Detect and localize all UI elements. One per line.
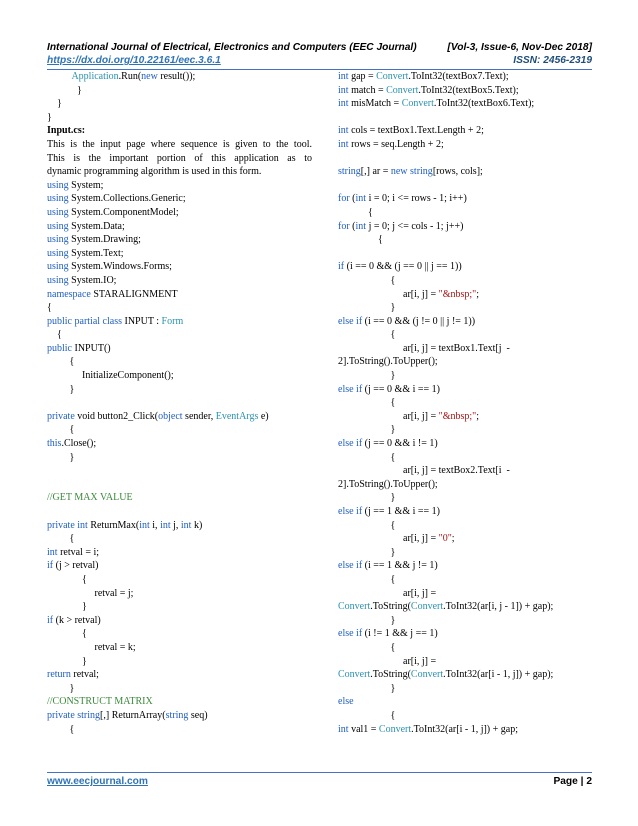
code-line: ar[i, j] = "&nbsp;"; xyxy=(338,410,480,422)
code-line: this.Close(); xyxy=(47,438,97,450)
code-line: { xyxy=(338,274,396,286)
code-line: 2].ToString().ToUpper(); xyxy=(338,356,438,368)
code-line: else if (j == 1 && i == 1) xyxy=(338,506,440,517)
code-line: using System.Collections.Generic; xyxy=(47,193,186,205)
code-line: //CONSTRUCT MATRIX xyxy=(47,696,153,708)
code-line: ar[i, j] = xyxy=(338,587,437,599)
code-line xyxy=(338,111,603,125)
code-line xyxy=(338,152,603,166)
code-line: ar[i, j] = "0"; xyxy=(338,533,455,545)
code-line: } xyxy=(338,492,396,504)
code-line: ar[i, j] = xyxy=(338,655,437,667)
code-line: private void button2_Click(object sender, EventArgs e) xyxy=(47,410,269,422)
code-line: retval = k; xyxy=(47,641,136,653)
code-line: { xyxy=(338,641,396,653)
code-line: } xyxy=(338,546,396,558)
code-line: { xyxy=(47,533,75,545)
code-line: } xyxy=(47,601,87,613)
page-footer xyxy=(47,776,592,787)
code-line: InitializeComponent(); xyxy=(47,370,174,382)
issn-label: ISSN: 2456-2319 xyxy=(513,55,592,66)
code-line: namespace STARALIGNMENT xyxy=(47,288,178,300)
code-line: { xyxy=(338,519,396,531)
code-line xyxy=(47,478,312,492)
code-line: { xyxy=(47,329,62,341)
code-line: else if (i != 1 && j == 1) xyxy=(338,628,438,640)
code-line: using System.Data; xyxy=(47,220,125,232)
code-line: } xyxy=(47,111,52,123)
doi-link[interactable]: https://dx.doi.org/10.22161/eec.3.6.1 xyxy=(47,55,221,66)
code-line: { xyxy=(47,723,75,735)
code-line: Input.cs: xyxy=(47,125,86,137)
code-line: else if (j == 0 && i != 1) xyxy=(338,438,438,450)
code-line: } xyxy=(338,424,396,436)
code-line: } xyxy=(338,370,396,382)
code-line: { xyxy=(338,451,396,463)
code-line: using System.IO; xyxy=(47,274,117,286)
code-line: using System.Text; xyxy=(47,247,124,259)
code-line: retval = j; xyxy=(47,587,134,599)
code-line: } xyxy=(47,655,87,667)
code-line: int misMatch = Convert.ToInt32(textBox6.Text); xyxy=(338,98,535,110)
page-number: Page | 2 xyxy=(553,776,592,787)
code-line: public partial class INPUT : Form xyxy=(47,315,184,327)
code-line: for (int i = 0; i <= rows - 1; i++) xyxy=(338,193,467,205)
left-code-column xyxy=(47,70,312,736)
journal-title: International Journal of Electrical, Electronics and Computers (EEC Journal) xyxy=(47,42,417,53)
code-line xyxy=(47,505,312,519)
code-line: Convert.ToString(Convert.ToInt32(ar[i, j - 1]) + gap); xyxy=(338,601,554,613)
code-line: private int ReturnMax(int i, int j, int k) xyxy=(47,519,203,531)
code-line: ar[i, j] = "&nbsp;"; xyxy=(338,288,480,300)
code-line: { xyxy=(47,302,52,314)
code-line: { xyxy=(338,573,396,585)
code-line: int cols = textBox1.Text.Length + 2; xyxy=(338,125,484,137)
code-line: //GET MAX VALUE xyxy=(47,492,133,504)
code-line: return retval; xyxy=(47,669,99,681)
code-line: { xyxy=(47,424,75,436)
journal-header xyxy=(47,42,592,53)
journal-url-link[interactable]: www.eecjournal.com xyxy=(47,776,148,787)
code-line xyxy=(338,179,603,193)
code-line: This is the important portion of this application as to xyxy=(47,152,312,164)
volume-info: [Vol-3, Issue-6, Nov-Dec 2018] xyxy=(447,42,592,53)
code-line: for (int j = 0; j <= cols - 1; j++) xyxy=(338,220,464,232)
code-line: Application.Run(new result()); xyxy=(71,71,196,82)
code-line: else if (i == 0 && (j != 0 || j != 1)) xyxy=(338,315,476,327)
code-line: string[,] ar = new string[rows, cols]; xyxy=(338,166,483,178)
code-line: int gap = Convert.ToInt32(textBox7.Text); xyxy=(338,71,509,82)
code-line: { xyxy=(338,709,396,721)
code-line: } xyxy=(47,84,82,96)
code-line: ar[i, j] = textBox2.Text[i - xyxy=(338,465,510,477)
code-line: else xyxy=(338,696,354,708)
code-line: int rows = seq.Length + 2; xyxy=(338,138,444,150)
code-line: Convert.ToString(Convert.ToInt32(ar[i - 1, j]) + gap); xyxy=(338,669,554,681)
code-line: } xyxy=(338,302,396,314)
code-line: public INPUT() xyxy=(47,342,111,354)
code-line: } xyxy=(338,682,396,694)
code-line: } xyxy=(47,682,75,694)
code-line: dynamic programming algorithm is used in this form. xyxy=(47,166,262,178)
code-line: } xyxy=(47,383,75,395)
code-line: using System.Windows.Forms; xyxy=(47,261,172,273)
code-line: { xyxy=(338,329,396,341)
right-code-column xyxy=(338,70,603,736)
code-line xyxy=(47,464,312,478)
code-line: { xyxy=(47,628,87,640)
code-line: } xyxy=(338,614,396,626)
doi-header xyxy=(47,55,592,66)
code-line: using System.Drawing; xyxy=(47,234,141,246)
code-line: using System; xyxy=(47,179,104,191)
code-line: private string[,] ReturnArray(string seq) xyxy=(47,709,208,721)
code-line: 2].ToString().ToUpper(); xyxy=(338,478,438,490)
code-line: { xyxy=(338,397,396,409)
code-line: int match = Convert.ToInt32(textBox5.Text); xyxy=(338,84,519,96)
code-line xyxy=(47,396,312,410)
code-line: using System.ComponentModel; xyxy=(47,206,179,218)
code-line: This is the input page where sequence is given to the tool. xyxy=(47,138,312,150)
code-line xyxy=(338,247,603,261)
code-line: ar[i, j] = textBox1.Text[j - xyxy=(338,342,510,354)
code-line: int retval = i; xyxy=(47,546,100,558)
code-line: if (j > retval) xyxy=(47,560,99,572)
footer-rule xyxy=(47,772,592,773)
code-line: else if (i == 1 && j != 1) xyxy=(338,560,438,572)
code-line: { xyxy=(47,356,75,368)
code-line: if (k > retval) xyxy=(47,614,101,626)
code-line: } xyxy=(47,98,62,110)
code-line: { xyxy=(338,206,373,218)
code-line: int val1 = Convert.ToInt32(ar[i - 1, j]) + gap; xyxy=(338,723,518,735)
code-line: if (i == 0 && (j == 0 || j == 1)) xyxy=(338,261,462,273)
code-line: else if (j == 0 && i == 1) xyxy=(338,383,440,395)
code-line: { xyxy=(338,234,383,246)
code-line: { xyxy=(47,573,87,585)
code-line: } xyxy=(47,451,75,463)
